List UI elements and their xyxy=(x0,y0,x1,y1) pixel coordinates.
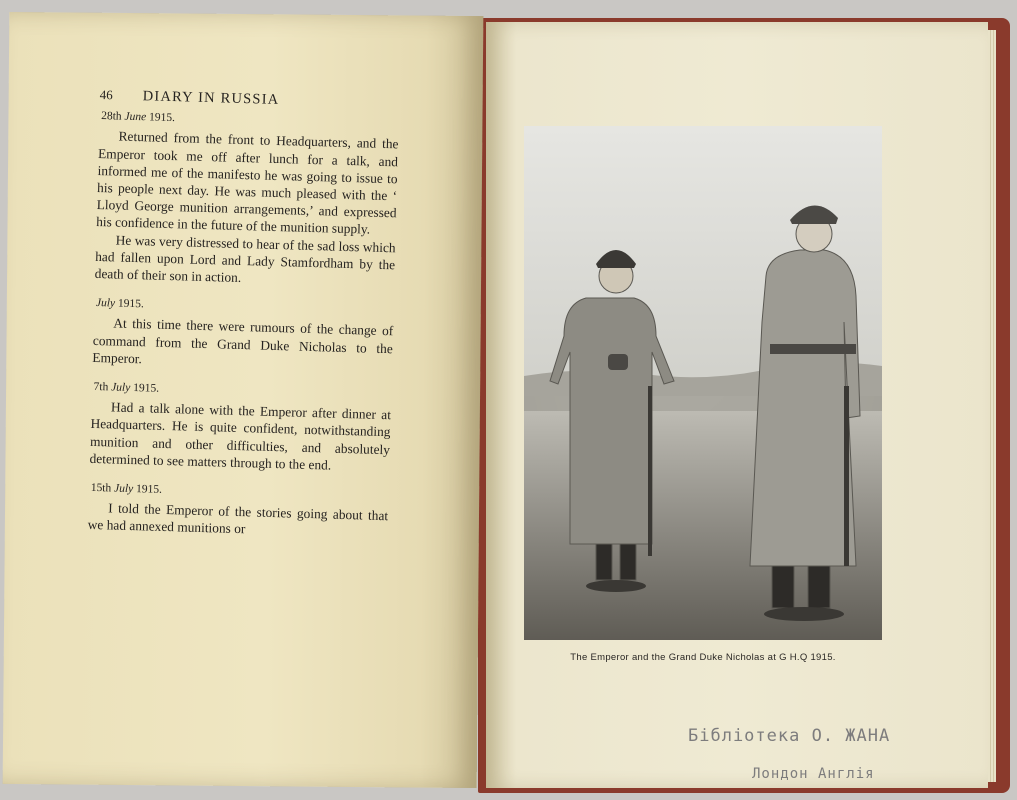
diary-paragraph: Returned from the front to Headquarters, and the Emperor took me off after lunch for a talk, and informed me of the manifesto he was going to issue to his people next day. He was much pleased with the ‘ Lloyd George munition arrangements,’ and expressed his confidence in the future of the munition supply. xyxy=(95,128,399,238)
photo-caption: The Emperor and the Grand Duke Nicholas at G H.Q 1915. xyxy=(570,652,836,663)
library-stamp: Бібліотека О. ЖАНА xyxy=(688,726,891,746)
page-number: 46 xyxy=(99,86,113,103)
diary-paragraph: Had a talk alone with the Emperor after dinner at Headquarters. He is quite confident, notwithstanding munition and other difficulties, and absolutely determined to see matters through to the end. xyxy=(89,399,392,473)
photograph xyxy=(524,126,882,640)
page-edge xyxy=(988,30,996,782)
entry-date: 7th July 1915. xyxy=(93,380,160,395)
diary-paragraph: I told the Emperor of the stories going about that we had annexed munitions or xyxy=(87,500,389,537)
entry-date: 28th June 1915. xyxy=(100,110,176,125)
diary-paragraph: He was very distressed to hear of the sad loss which had fallen upon Lord and Lady Stamfordham by the death of their son in action. xyxy=(94,232,396,286)
entry-date: 15th July 1915. xyxy=(90,481,163,496)
library-stamp: Лондон Англія xyxy=(752,766,875,782)
entry-date: July 1915. xyxy=(95,297,144,311)
diary-paragraph: At this time there were rumours of the change of command from the Grand Duke Nicholas to the Emperor. xyxy=(92,315,394,367)
left-page-text xyxy=(88,86,400,542)
photograph-figures xyxy=(524,126,882,640)
book-title: DIARY IN RUSSIA xyxy=(142,88,280,109)
